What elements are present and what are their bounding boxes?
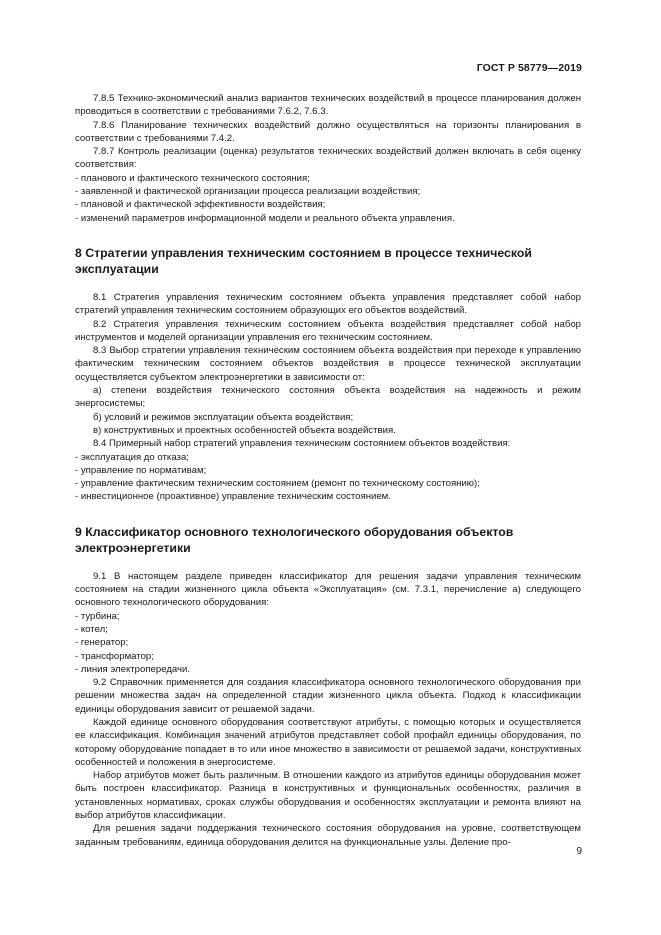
page-number: 9: [576, 846, 582, 857]
list-item: - генератор;: [75, 637, 129, 649]
paragraph: 8.1 Стратегия управления техническим состоянием объекта управления представляет собой набор стратегий управления техническим состоянием образующих его объектов воздействий.: [75, 291, 581, 317]
paragraph: в) конструктивных и проектных особенностей объекта воздействия.: [93, 424, 396, 436]
list-item: - эксплуатация до отказа;: [75, 451, 189, 463]
list-item: - линия электропередачи.: [75, 663, 191, 675]
paragraph: 7.8.5 Технико-экономический анализ вариантов технических воздействий в процессе планирования должен проводиться в соответствии с требованиями 7.6.2, 7.6.3.: [75, 93, 581, 118]
list-item: - планового и фактического технического состояния;: [75, 172, 310, 184]
paragraph: Каждой единице основного оборудования соответствуют атрибуты, с помощью которых и осуществляется ее классификация. Комбинация значений атрибутов представляет собой профайл единицы оборудования, по которому оборудование попадает в то или иное множество в зависимости от решаемой задачи, конструктивных особенностей и положения в энергосистеме.: [75, 716, 581, 768]
list-item: - котел;: [75, 623, 108, 635]
paragraph: Для решения задачи поддержания технического состояния оборудования на уровне, соответствующем заданным требованиям, единица оборудования делится на функциональные узлы. Деление про-: [75, 823, 581, 848]
paragraph: а) степени воздействия технического состояния объекта воздействия на надежность и режим энергосистемы;: [75, 385, 581, 410]
paragraph: 9.2 Справочник применяется для создания классификатора основного технологического оборудования при решении множества задач на определенной стадии жизненного цикла объекта. Подход к классификации единицы оборудования зависит от решаемой задачи.: [75, 677, 581, 715]
list-item: - изменений параметров информационной модели и реального объекта управления.: [75, 212, 455, 224]
paragraph: 7.8.7 Контроль реализации (оценка) результатов технических воздействий должен включать в себя оценку соответствия:: [75, 146, 581, 171]
list-item: - управление по нормативам;: [75, 464, 207, 476]
list-item: - трансформатор;: [75, 650, 154, 662]
list-item: - инвестиционное (проактивное) управление техническим состоянием.: [75, 491, 391, 503]
paragraph: б) условий и режимов эксплуатации объекта воздействия;: [93, 411, 354, 423]
paragraph: 9.1 В настоящем разделе приведен классификатор для решения задачи управления техническим состоянием на стадии жизненного цикла объекта «Эксплуатация» (см. 7.3.1, перечисление а) следующего основного технологического оборудования:: [75, 570, 581, 609]
list-item: - плановой и фактической эффективности воздействия;: [75, 199, 326, 211]
list-item: - заявленной и фактической организации процесса реализации воздействия;: [75, 186, 421, 198]
list-item: - управление фактическим техническим состоянием (ремонт по техническому состоянию);: [75, 478, 480, 490]
paragraph: 8.3 Выбор стратегии управления техническим состоянием объекта воздействия при переходе к управлению фактическим техническим состоянием объектов воздействия в процессе технической эксплуатации осуществляется субъектом электроэнергетики в зависимости от:: [75, 345, 581, 383]
list-item: - турбина;: [75, 610, 120, 622]
paragraph: Набор атрибутов может быть различным. В отношении каждого из атрибутов единицы оборудования может быть построен классификатор. Разница в конструктивных и функциональных особенностях, различия в установленных нормативах, сроках службы оборудования и особенностях эксплуатации и ремонта влияют на выбор атрибутов классификации.: [75, 770, 581, 822]
paragraph: 8.2 Стратегия управления техническим состоянием объекта воздействия представляет собой набор инструментов и моделей организации управления его техническим состоянием.: [75, 318, 581, 343]
document-code: ГОСТ Р 58779—2019: [476, 62, 582, 74]
section-heading: 9 Классификатор основного технологического оборудования объектов электроэнергетики: [75, 524, 514, 555]
paragraph: 8.4 Примерный набор стратегий управления техническим состоянием объектов воздействия:: [93, 438, 511, 450]
paragraph: 7.8.6 Планирование технических воздействий должно осуществляться на горизонты планирования в соответствии с требованиями 7.4.2.: [75, 119, 581, 144]
page-body: [75, 92, 581, 849]
section-heading: 8 Стратегии управления техническим состоянием в процессе технической эксплуатации: [75, 245, 532, 276]
